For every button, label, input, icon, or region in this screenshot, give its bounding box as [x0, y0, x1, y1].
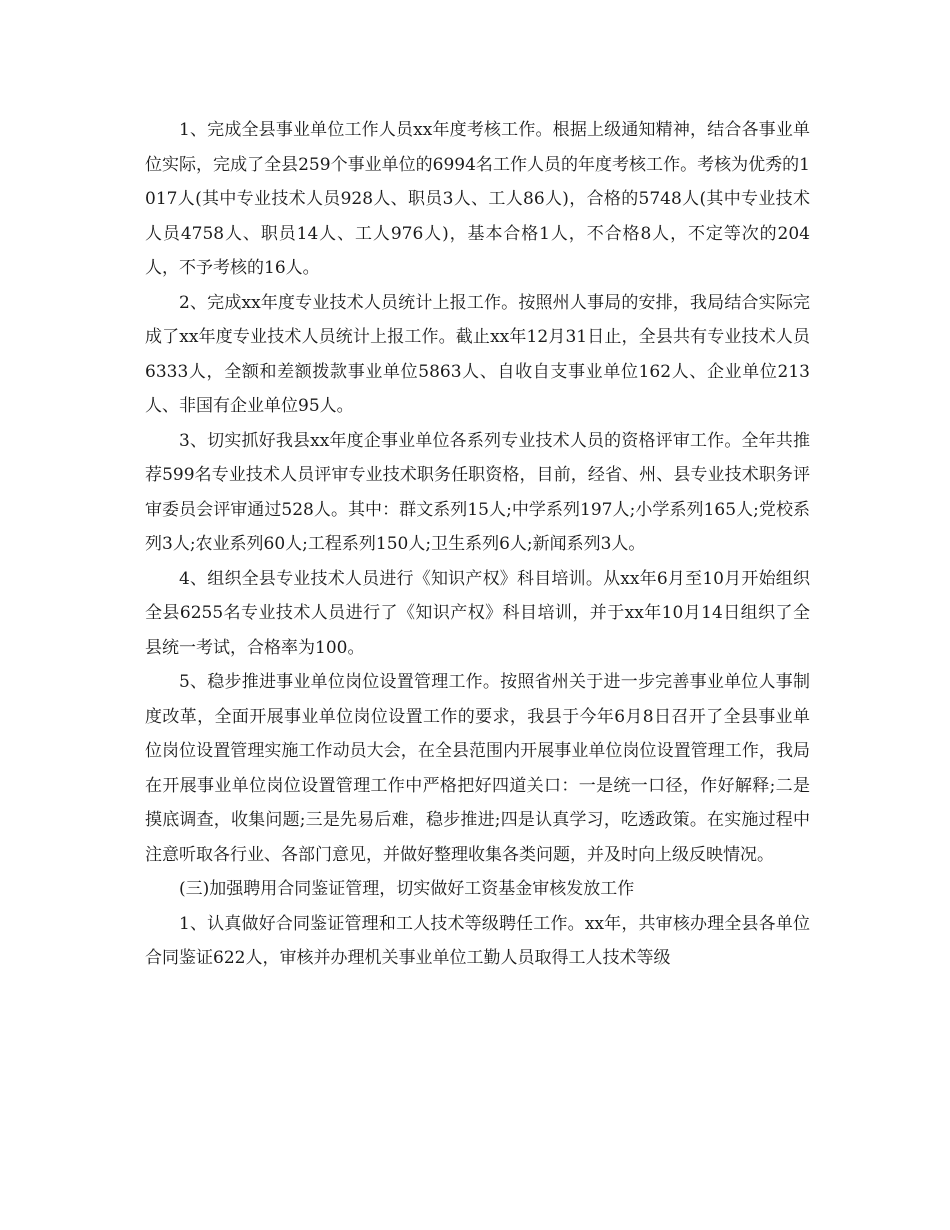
paragraph-post-management: 5、稳步推进事业单位岗位设置管理工作。按照省州关于进一步完善事业单位人事制度改革，全面开展事业单位岗位设置工作的要求，我县于今年6月8日召开了全县事业单位岗位设置管理实施工作动员大会，在全县范围内开展事业单位岗位设置管理工作，我局在开展事业单位岗位设置管理工作中严格把好四道关口：一是统一口径，作好解释;二是摸底调查，收集问题;三是先易后难，稳步推进;四是认真学习，吃透政策。在实施过程中注意听取各行业、各部门意见，并做好整理收集各类问题，并及时向上级反映情况。 — [145, 672, 810, 865]
paragraph-annual-assessment: 1、完成全县事业单位工作人员xx年度考核工作。根据上级通知精神，结合各事业单位实际，完成了全县259个事业单位的6994名工作人员的年度考核工作。考核为优秀的1017人(其中专业技术人员928人、职员3人、工人86人)，合格的5748人(其中专业技术人员4758人、职员14人、工人976人)，基本合格1人，不合格8人，不定等次的204人，不予考核的16人。 — [145, 120, 810, 278]
paragraph-qualification-review: 3、切实抓好我县xx年度企事业单位各系列专业技术人员的资格评审工作。全年共推荐599名专业技术人员评审专业技术职务任职资格，目前，经省、州、县专业技术职务评审委员会评审通过528人。其中：群文系列15人;中学系列197人;小学系列165人;党校系列3人;农业系列60人;工程系列150人;卫生系列6人;新闻系列3人。 — [145, 430, 811, 554]
paragraph-ip-training: 4、组织全县专业技术人员进行《知识产权》科目培训。从xx年6月至10月开始组织全县6255名专业技术人员进行了《知识产权》科目培训，并于xx年10月14日组织了全县统一考试，合格率为100。 — [145, 568, 810, 658]
document-page — [145, 113, 810, 976]
paragraph-contract-verification: 1、认真做好合同鉴证管理和工人技术等级聘任工作。xx年，共审核办理全县各单位合同鉴证622人，审核并办理机关事业单位工勤人员取得工人技术等级 — [145, 913, 810, 968]
paragraph-statistics-report: 2、完成xx年度专业技术人员统计上报工作。按照州人事局的安排，我局结合实际完成了xx年度专业技术人员统计上报工作。截止xx年12月31日止，全县共有专业技术人员6333人，全额和差额拨款事业单位5863人、自收自支事业单位162人、企业单位213人、非国有企业单位95人。 — [145, 292, 810, 416]
section-heading-contracts: (三)加强聘用合同鉴证管理，切实做好工资基金审核发放工作 — [179, 879, 635, 899]
